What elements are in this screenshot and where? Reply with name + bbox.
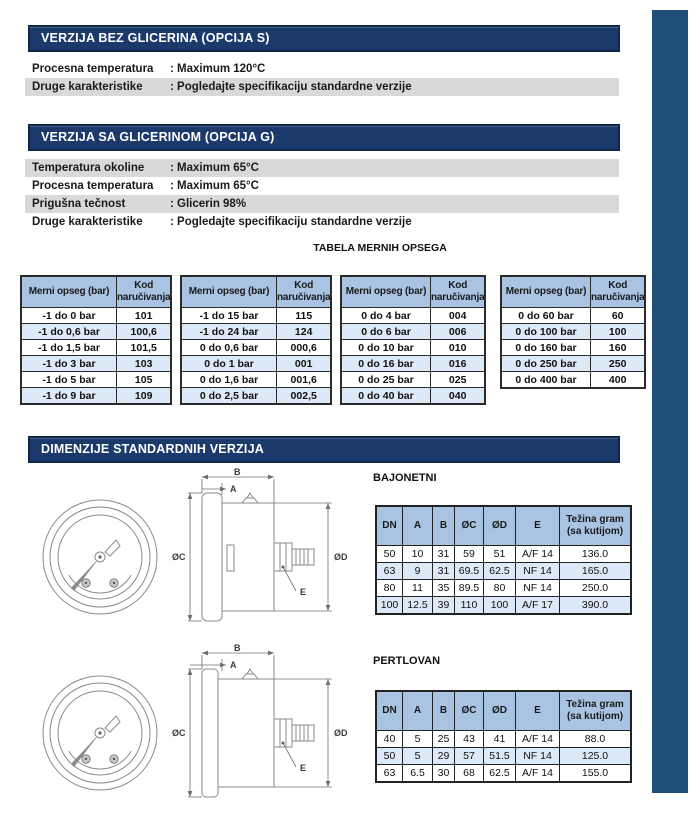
- pertlovan-table: [375, 690, 632, 783]
- range-cell: -1 do 24 bar: [181, 324, 277, 340]
- code-cell: 250: [591, 356, 646, 372]
- gauge-side-view: [172, 467, 348, 621]
- code-cell: 100: [591, 324, 646, 340]
- range-table-1: [20, 275, 172, 405]
- spec-label: Druge karakteristike: [32, 216, 143, 228]
- cell: 62.5: [484, 563, 516, 580]
- cell: 43: [455, 731, 484, 748]
- table-row: [501, 340, 645, 356]
- range-cell: 0 do 1,6 bar: [181, 372, 277, 388]
- dim-label-a: A: [230, 660, 237, 670]
- range-cell: 0 do 160 bar: [501, 340, 591, 356]
- gauge-front-view: [43, 500, 157, 614]
- cell: 5: [403, 748, 433, 765]
- cell: 136.0: [560, 546, 632, 563]
- range-header-cell: Merni opseg (bar): [21, 276, 117, 308]
- section-title: VERZIJA BEZ GLICERINA (OPCIJA S): [41, 31, 270, 45]
- cell: 62.5: [484, 765, 516, 783]
- dim-label-e: E: [300, 763, 307, 773]
- cell: 31: [433, 546, 455, 563]
- spec-label: Procesna temperatura: [32, 180, 154, 192]
- col-header-b: B: [433, 506, 455, 546]
- spec-row: [25, 213, 619, 231]
- cell: 9: [403, 563, 433, 580]
- cell: 125.0: [560, 748, 632, 765]
- range-cell: 0 do 4 bar: [341, 308, 431, 324]
- spec-label: Prigušna tečnost: [32, 198, 126, 210]
- cell: A/F 17: [516, 597, 560, 615]
- cell: 50: [376, 748, 403, 765]
- range-header-cell: Merni opseg (bar): [181, 276, 277, 308]
- table-row: [21, 324, 171, 340]
- cell: 40: [376, 731, 403, 748]
- table-row: [181, 308, 331, 324]
- pertlovan-label: PERTLOVAN: [373, 655, 441, 667]
- table-row: [376, 597, 631, 615]
- table-row: [21, 340, 171, 356]
- code-cell: 000,6: [277, 340, 332, 356]
- code-cell: 006: [431, 324, 486, 340]
- spec-row: [25, 159, 619, 177]
- table-row: [341, 388, 485, 405]
- spec-row: [25, 78, 619, 96]
- thread-stub: [292, 549, 314, 565]
- col-header-dn: DN: [376, 691, 403, 731]
- range-cell: 0 do 60 bar: [501, 308, 591, 324]
- table-row: [341, 308, 485, 324]
- col-header-b: B: [433, 691, 455, 731]
- table-row: [376, 765, 631, 783]
- dim-label-oc: ØC: [172, 552, 186, 562]
- range-cell: 0 do 40 bar: [341, 388, 431, 405]
- col-header-a: A: [403, 691, 433, 731]
- table-row: [21, 308, 171, 324]
- table-row: [341, 340, 485, 356]
- table-row: [376, 546, 631, 563]
- code-cell: 60: [591, 308, 646, 324]
- code-cell: 002,5: [277, 388, 332, 405]
- range-cell: -1 do 3 bar: [21, 356, 117, 372]
- gauge-side-view: [172, 643, 348, 797]
- cell: A/F 14: [516, 731, 560, 748]
- spec-label: Temperatura okoline: [32, 162, 145, 174]
- spec-value: : Maximum 65°C: [170, 180, 259, 192]
- cell: 35: [433, 580, 455, 597]
- range-header-cell: Merni opseg (bar): [341, 276, 431, 308]
- cell: 250.0: [560, 580, 632, 597]
- table-row: [376, 748, 631, 765]
- dim-label-b: B: [234, 467, 241, 477]
- dim-label-e: E: [300, 587, 307, 597]
- section-title: VERZIJA SA GLICERINOM (OPCIJA G): [41, 130, 275, 144]
- range-cell: -1 do 0,6 bar: [21, 324, 117, 340]
- case-bezel: [202, 493, 222, 621]
- cell: 68: [455, 765, 484, 783]
- table-row: [181, 388, 331, 405]
- spec-list-version-s: [25, 60, 619, 96]
- cell: 80: [376, 580, 403, 597]
- cell: 25: [433, 731, 455, 748]
- cell: 12.5: [403, 597, 433, 615]
- code-header-cell: Kod naručivanja: [431, 276, 486, 308]
- table-row: [341, 356, 485, 372]
- range-cell: 0 do 10 bar: [341, 340, 431, 356]
- range-header-cell: Merni opseg (bar): [501, 276, 591, 308]
- cell: 100: [376, 597, 403, 615]
- code-cell: 025: [431, 372, 486, 388]
- table-header-row: [341, 276, 485, 308]
- table-row: [376, 563, 631, 580]
- cell: 89.5: [455, 580, 484, 597]
- cell: 165.0: [560, 563, 632, 580]
- case-bezel: [202, 669, 218, 797]
- code-header-cell: Kod naručivanja: [117, 276, 172, 308]
- spec-list-version-g: [25, 159, 619, 231]
- case-body: [222, 503, 274, 611]
- code-cell: 001: [277, 356, 332, 372]
- table-row: [501, 324, 645, 340]
- cell: 63: [376, 765, 403, 783]
- range-cell: -1 do 0 bar: [21, 308, 117, 324]
- code-cell: 101,5: [117, 340, 172, 356]
- col-header-oc: ØC: [455, 506, 484, 546]
- col-header-weight: Težina gram (sa kutijom): [560, 691, 632, 731]
- col-header-weight: Težina gram (sa kutijom): [560, 506, 632, 546]
- range-cell: 0 do 400 bar: [501, 372, 591, 389]
- ranges-title: TABELA MERNIH OPSEGA: [313, 242, 447, 254]
- table-row: [341, 324, 485, 340]
- cell: 88.0: [560, 731, 632, 748]
- range-cell: 0 do 2,5 bar: [181, 388, 277, 405]
- gauge-drawing-pertlovan: [30, 643, 375, 821]
- code-cell: 001,6: [277, 372, 332, 388]
- range-cell: 0 do 25 bar: [341, 372, 431, 388]
- code-cell: 100,6: [117, 324, 172, 340]
- table-row: [376, 731, 631, 748]
- table-row: [181, 340, 331, 356]
- table-row: [501, 308, 645, 324]
- spec-value: : Pogledajte specifikaciju standardne verzije: [170, 216, 412, 228]
- cell: 51.5: [484, 748, 516, 765]
- spec-value: : Maximum 65°C: [170, 162, 259, 174]
- dim-label-od: ØD: [334, 728, 348, 738]
- table-row: [501, 372, 645, 389]
- cell: 69.5: [455, 563, 484, 580]
- cell: 5: [403, 731, 433, 748]
- range-cell: 0 do 6 bar: [341, 324, 431, 340]
- col-header-od: ØD: [484, 506, 516, 546]
- code-cell: 160: [591, 340, 646, 356]
- gauge-front-view: [43, 676, 157, 790]
- case-body: [218, 679, 274, 787]
- cell: 80: [484, 580, 516, 597]
- code-cell: 124: [277, 324, 332, 340]
- range-table-2: [180, 275, 332, 405]
- range-cell: 0 do 0,6 bar: [181, 340, 277, 356]
- spec-row: [25, 60, 619, 78]
- dim-label-a: A: [230, 484, 237, 494]
- table-row: [181, 372, 331, 388]
- table-header-row: [21, 276, 171, 308]
- table-header-row: [181, 276, 331, 308]
- cell: 30: [433, 765, 455, 783]
- code-cell: 016: [431, 356, 486, 372]
- col-header-od: ØD: [484, 691, 516, 731]
- range-table-3: [340, 275, 486, 405]
- spec-label: Druge karakteristike: [32, 81, 143, 93]
- range-cell: 0 do 100 bar: [501, 324, 591, 340]
- table-row: [181, 324, 331, 340]
- cell: 63: [376, 563, 403, 580]
- code-cell: 109: [117, 388, 172, 405]
- table-row: [341, 372, 485, 388]
- section-header-version-g: [28, 124, 620, 151]
- cell: 50: [376, 546, 403, 563]
- col-header-e: E: [516, 691, 560, 731]
- section-header-version-s: [28, 25, 620, 52]
- code-cell: 040: [431, 388, 486, 405]
- cell: NF 14: [516, 748, 560, 765]
- cell: A/F 14: [516, 546, 560, 563]
- cell: 6.5: [403, 765, 433, 783]
- relief-valve: [242, 498, 258, 503]
- col-header-oc: ØC: [455, 691, 484, 731]
- code-cell: 101: [117, 308, 172, 324]
- cell: 51: [484, 546, 516, 563]
- code-header-cell: Kod naručivanja: [277, 276, 332, 308]
- range-cell: 0 do 16 bar: [341, 356, 431, 372]
- cell: 29: [433, 748, 455, 765]
- table-row: [21, 372, 171, 388]
- code-cell: 103: [117, 356, 172, 372]
- dim-label-od: ØD: [334, 552, 348, 562]
- cell: NF 14: [516, 563, 560, 580]
- col-header-a: A: [403, 506, 433, 546]
- table-row: [501, 356, 645, 372]
- section-title: DIMENZIJE STANDARDNIH VERZIJA: [41, 442, 264, 456]
- table-row: [21, 388, 171, 405]
- code-header-cell: Kod naručivanja: [591, 276, 646, 308]
- spec-value: : Glicerin 98%: [170, 198, 247, 210]
- bajonetni-label: BAJONETNI: [373, 472, 437, 484]
- cell: 10: [403, 546, 433, 563]
- range-cell: 0 do 250 bar: [501, 356, 591, 372]
- relief-valve: [242, 674, 258, 679]
- range-table-4: [500, 275, 646, 389]
- code-cell: 115: [277, 308, 332, 324]
- cell: NF 14: [516, 580, 560, 597]
- cell: 31: [433, 563, 455, 580]
- spec-value: : Pogledajte specifikaciju standardne verzije: [170, 81, 412, 93]
- code-cell: 400: [591, 372, 646, 389]
- section-header-dimensions: [28, 436, 620, 463]
- col-header-dn: DN: [376, 506, 403, 546]
- dim-label-oc: ØC: [172, 728, 186, 738]
- code-cell: 105: [117, 372, 172, 388]
- table-row: [181, 356, 331, 372]
- range-cell: -1 do 15 bar: [181, 308, 277, 324]
- range-cell: -1 do 5 bar: [21, 372, 117, 388]
- cell: 100: [484, 597, 516, 615]
- cell: A/F 14: [516, 765, 560, 783]
- cell: 11: [403, 580, 433, 597]
- table-row: [376, 580, 631, 597]
- dim-label-b: B: [234, 643, 241, 653]
- code-cell: 010: [431, 340, 486, 356]
- cell: 390.0: [560, 597, 632, 615]
- spec-row: [25, 195, 619, 213]
- col-header-e: E: [516, 506, 560, 546]
- spec-label: Procesna temperatura: [32, 63, 154, 75]
- table-row: [21, 356, 171, 372]
- cell: 39: [433, 597, 455, 615]
- thread-stub: [292, 725, 314, 741]
- cell: 41: [484, 731, 516, 748]
- spec-row: [25, 177, 619, 195]
- cell: 110: [455, 597, 484, 615]
- cell: 57: [455, 748, 484, 765]
- table-header-row: [376, 691, 631, 731]
- table-header-row: [376, 506, 631, 546]
- table-header-row: [501, 276, 645, 308]
- bajonetni-table: [375, 505, 632, 615]
- gauge-drawing-bajonetni: [30, 467, 375, 645]
- right-accent-bar: [652, 10, 688, 793]
- cell: 59: [455, 546, 484, 563]
- spec-value: : Maximum 120°C: [170, 63, 266, 75]
- cell: 155.0: [560, 765, 632, 783]
- range-cell: -1 do 9 bar: [21, 388, 117, 405]
- range-cell: -1 do 1,5 bar: [21, 340, 117, 356]
- code-cell: 004: [431, 308, 486, 324]
- range-cell: 0 do 1 bar: [181, 356, 277, 372]
